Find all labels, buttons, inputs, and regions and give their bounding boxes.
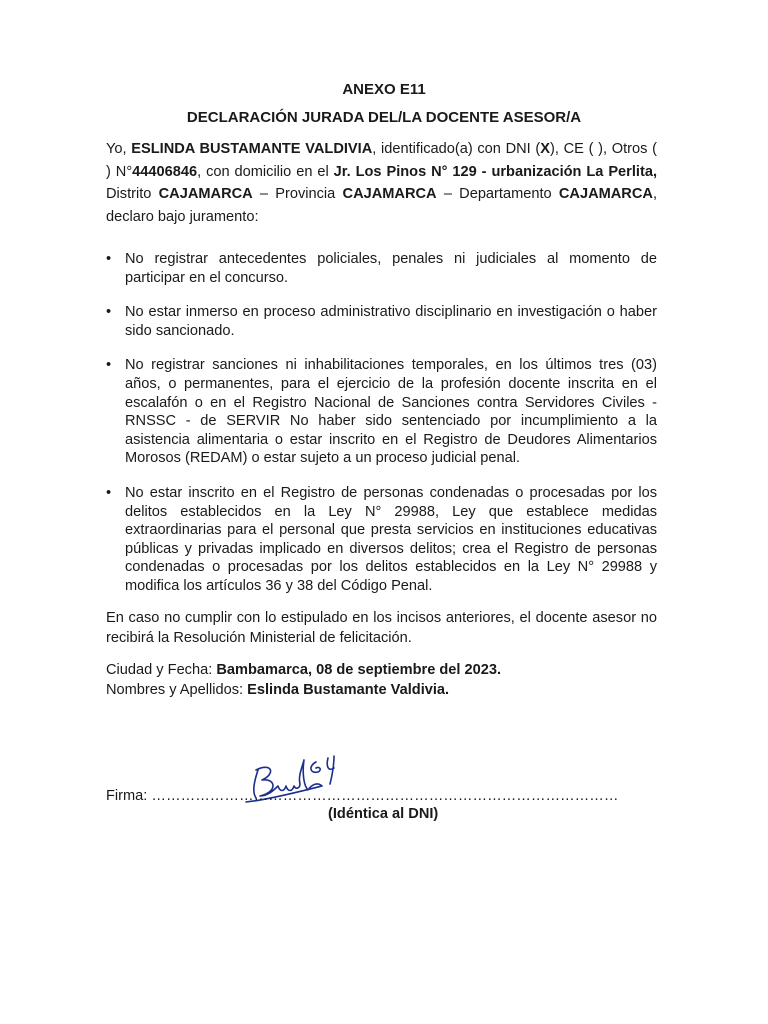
signature-note: (Idéntica al DNI) bbox=[328, 806, 439, 822]
intro-paragraph: Yo, ESLINDA BUSTAMANTE VALDIVIA, identificado(a) con DNI (X), CE ( ), Otros ( ) N°44406846, con domicilio en el Jr. Los Pinos N° 129 - urbanización La Perlita, Distrito CAJAMARCA – Provincia CAJAMARCA – Departamento CAJAMARCA, declaro bajo juramento: bbox=[106, 141, 658, 225]
dni-number: 44406846 bbox=[132, 163, 198, 180]
annex-heading: ANEXO E11 bbox=[342, 81, 426, 98]
address: Jr. Los Pinos N° 129 - urbanización La Perlita, bbox=[333, 163, 657, 180]
bullet-icon: • bbox=[106, 304, 112, 321]
closing-paragraph: En caso no cumplir con lo estipulado en los incisos anteriores, el docente asesor no recibirá la Resolución Ministerial de felicitación. bbox=[106, 610, 657, 646]
list-item: • No registrar antecedentes policiales, penales ni judiciales al momento de participar en el concurso. bbox=[106, 251, 657, 286]
list-item: • No estar inscrito en el Registro de personas condenadas o procesadas por los delitos establecidos en la Ley N° 29988, Ley que establece medidas extraordinarias para el personal que presta servicios en instituciones educativas públicas y privadas implicado en diversos delitos; crea el Registro de personas condenadas o procesadas por los delitos establecidos en la Ley N° 29988 y modifica los artículos 36 y 38 del Código Penal. bbox=[106, 484, 657, 594]
document-title: DECLARACIÓN JURADA DEL/LA DOCENTE ASESOR/A bbox=[186, 109, 582, 126]
bullet-icon: • bbox=[106, 357, 112, 374]
bullet-icon: • bbox=[106, 484, 112, 501]
full-name-value: Eslinda Bustamante Valdivia. bbox=[247, 682, 450, 698]
city-date-value: Bambamarca, 08 de septiembre del 2023. bbox=[216, 662, 502, 678]
declarant-name: ESLINDA BUSTAMANTE VALDIVIA bbox=[131, 141, 373, 157]
province: CAJAMARCA bbox=[342, 186, 437, 202]
dni-mark: X bbox=[540, 141, 551, 157]
list-item: • No registrar sanciones ni inhabilitaciones temporales, en los últimos tres (03) años, o permanentes, para el ejercicio de la profesión docente inscrita en el escalafón o en el Registro Nacional de Sanciones contra Servidores Civiles - RNSSC - de SERVIR No haber sido sentenciado por incumplimiento a la asistencia alimentaria o estar inscrito en el Registro de Deudores Alimentarios Morosos (REDAM) o estar sujeto a un proceso judicial penal. bbox=[106, 357, 657, 467]
signature-dots: …………………………………………………………………………………… bbox=[151, 788, 619, 804]
city-date-line: Ciudad y Fecha: Bambamarca, 08 de septiembre del 2023. bbox=[106, 662, 502, 678]
declaration-list bbox=[106, 250, 657, 612]
department: CAJAMARCA bbox=[558, 186, 653, 202]
full-name-line: Nombres y Apellidos: Eslinda Bustamante Valdivia. bbox=[106, 682, 450, 698]
bullet-icon: • bbox=[106, 251, 112, 267]
signature-line: Firma: …………………………………………………………………………………… bbox=[106, 788, 619, 804]
list-item: • No estar inmerso en proceso administrativo disciplinario en investigación o haber sido sancionado. bbox=[106, 304, 657, 339]
district: CAJAMARCA bbox=[158, 186, 253, 202]
